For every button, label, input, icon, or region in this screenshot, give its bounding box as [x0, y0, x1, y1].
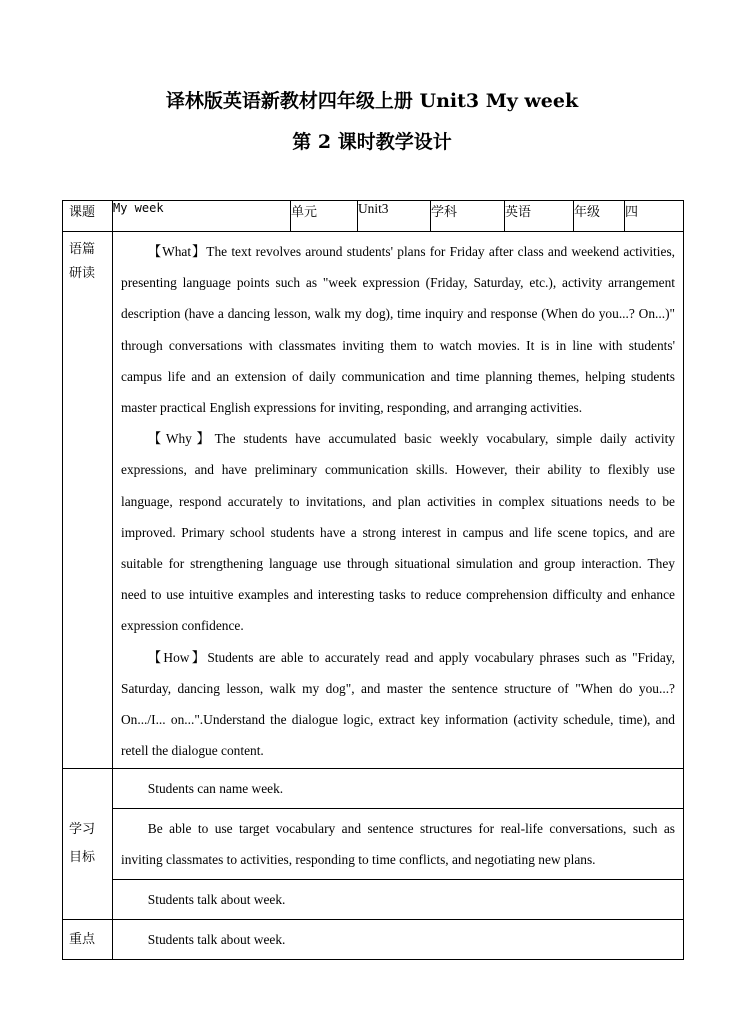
topic-value: My week [113, 201, 291, 232]
subject-label: 学科 [431, 201, 505, 232]
unit-label: 单元 [291, 201, 358, 232]
learning-goal-1 [113, 769, 684, 809]
learning-goals-label-line2: 目标 [69, 850, 96, 866]
goal-row [63, 769, 684, 809]
goal-row [63, 809, 684, 880]
text-analysis-content [113, 232, 684, 769]
learning-goal-1-text: Students can name week. [147, 781, 284, 797]
subject-value: 英语 [505, 201, 574, 232]
why-paragraph: 【Why】The students have accumulated basic weekly vocabulary, simple daily activity expressions, and have preliminary communication skills. However, their ability to flexibly use language, respond accurately to invitations, and plan activities in complex situations needs to be improved. Primary school students have a strong interest in campus and life scene topics, and are suitable for strengthening language use through situational simulation and group interaction. They need to use intuitive examples and interesting tasks to reduce comprehension difficulty and enhance expression confidence. [121, 431, 675, 634]
learning-goals-label [63, 769, 113, 920]
learning-goal-3 [113, 880, 684, 920]
key-points-content [113, 920, 684, 960]
grade-label: 年级 [574, 201, 625, 232]
text-analysis-row [63, 232, 684, 769]
key-points-text: Students talk about week. [147, 932, 286, 948]
topic-label: 课题 [63, 201, 113, 232]
key-points-row [63, 920, 684, 960]
how-paragraph: 【How】Students are able to accurately read and apply vocabulary phrases such as "Friday, Saturday, dancing lesson, walk my dog", and master the sentence structure of "When do you...? On.../I... on...".Understand the dialogue logic, extract key information (activity schedule, time), and retell the dialogue content. [121, 649, 675, 759]
document-subtitle: 第 2 课时教学设计 [292, 131, 452, 153]
learning-goal-2 [113, 809, 684, 880]
text-analysis-label-line2: 研读 [69, 266, 96, 281]
text-analysis-label-line1: 语篇 [69, 242, 96, 257]
document-title: 译林版英语新教材四年级上册 Unit3 My week [165, 90, 579, 112]
key-points-label: 重点 [63, 920, 113, 960]
learning-goal-3-text: Students talk about week. [147, 892, 286, 908]
header-row [63, 201, 684, 232]
grade-value: 四 [625, 201, 684, 232]
text-analysis-label [63, 232, 113, 769]
unit-value: Unit3 [358, 201, 431, 232]
lesson-plan-table [62, 200, 684, 960]
learning-goals-label-line1: 学习 [69, 822, 96, 838]
what-paragraph: 【What】The text revolves around students' plans for Friday after class and weekend activities, presenting language points such as "week expression (Friday, Saturday, etc.), activity arrangement description (have a dancing lesson, walk my dog), time inquiry and response (When do you...? On...)" through conversations with classmates inviting them to watch movies. It is in line with students' campus life and an extension of daily communication and time planning themes, helping students master practical English expressions for inviting, responding, and arranging activities. [121, 244, 675, 416]
learning-goal-2-text: Be able to use target vocabulary and sentence structures for real-life conversations, such as inviting classmates to activities, responding to time conflicts, and negotiating new plans. [121, 821, 675, 868]
goal-row [63, 880, 684, 920]
